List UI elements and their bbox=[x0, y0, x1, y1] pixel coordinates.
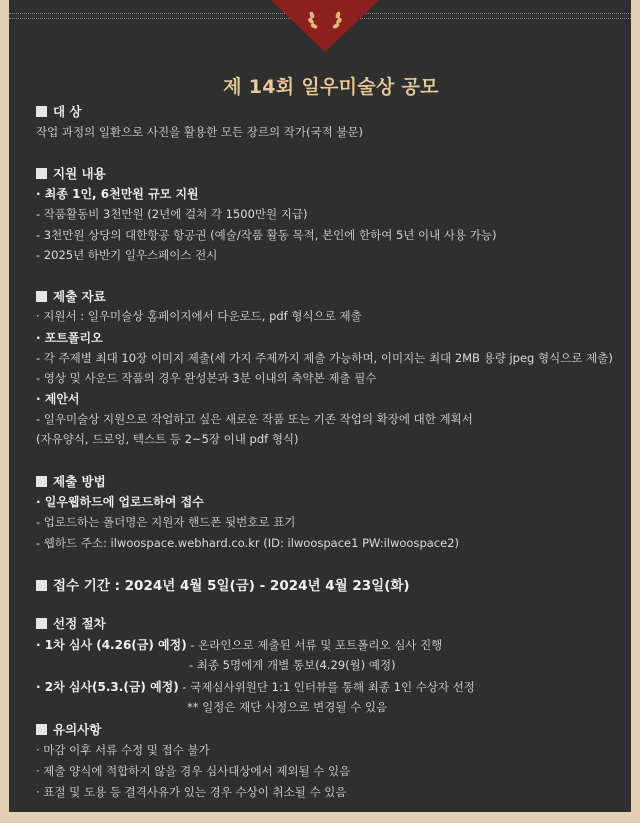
section-heading-method: 제출 방법 bbox=[36, 472, 106, 490]
square-bullet-icon bbox=[36, 724, 47, 735]
selection-round1: · 1차 심사 (4.26(금) 예정) - 온라인으로 제출된 서류 및 포트폴리오 심사 진행 bbox=[36, 638, 443, 652]
materials-line: - 영상 및 사운드 작품의 경우 완성본과 3분 이내의 축약본 제출 필수 bbox=[36, 371, 377, 385]
page-title: 제 14회 일우미술상 공모 bbox=[223, 76, 439, 98]
materials-portfolio-sub: · 포트폴리오 bbox=[36, 331, 103, 345]
selection-round2: · 2차 심사(5.3.(금) 예정) - 국제심사위원단 1:1 인터뷰를 통해 최종 1인 수상자 선정 bbox=[36, 680, 475, 694]
materials-line: - 일우미술상 지원으로 작업하고 싶은 새로운 작품 또는 기존 작업의 확장에 대한 계획서 bbox=[36, 412, 473, 426]
notes-line: · 표절 및 도용 등 결격사유가 있는 경우 수상이 취소될 수 있음 bbox=[36, 785, 347, 799]
section-heading-materials: 제출 자료 bbox=[36, 287, 106, 305]
laurel-wreath-icon bbox=[271, 0, 379, 52]
square-bullet-icon bbox=[36, 618, 47, 629]
square-bullet-icon bbox=[36, 291, 47, 302]
section-heading-notes: 유의사항 bbox=[36, 720, 101, 738]
selection-round1-notice: - 최종 5명에게 개별 통보(4.29(월) 예정) bbox=[189, 658, 396, 672]
support-line: - 작품활동비 3천만원 (2년에 걸쳐 각 1500만원 지급) bbox=[36, 207, 308, 221]
section-heading-support: 지원 내용 bbox=[36, 164, 106, 182]
support-line: - 3천만원 상당의 대한항공 항공권 (예술/작품 활동 목적, 본인에 한하여 5년 이내 사용 가능) bbox=[36, 228, 497, 242]
support-sub: · 최종 1인, 6천만원 규모 지원 bbox=[36, 187, 199, 201]
materials-application: · 지원서 : 일우미술상 홈페이지에서 다운로드, pdf 형식으로 제출 bbox=[36, 309, 362, 323]
section-heading-selection: 선정 절차 bbox=[36, 614, 106, 632]
square-bullet-icon bbox=[36, 106, 47, 117]
method-line: - 업로드하는 폴더명은 지원자 핸드폰 뒷번호로 표기 bbox=[36, 515, 296, 529]
square-bullet-icon bbox=[36, 580, 47, 591]
support-line: - 2025년 하반기 일우스페이스 전시 bbox=[36, 248, 218, 262]
square-bullet-icon bbox=[36, 476, 47, 487]
method-line: - 웹하드 주소: ilwoospace.webhard.co.kr (ID: ilwoospace1 PW:ilwoospace2) bbox=[36, 536, 459, 550]
notes-line: · 제출 양식에 적합하지 않을 경우 심사대상에서 제외될 수 있음 bbox=[36, 764, 351, 778]
target-line: 작업 과정의 일환으로 사진을 활용한 모든 장르의 작가(국적 불문) bbox=[36, 125, 364, 139]
materials-line: (자유양식, 드로잉, 텍스트 등 2~5장 이내 pdf 형식) bbox=[36, 432, 299, 446]
square-bullet-icon bbox=[36, 168, 47, 179]
section-heading-target: 대 상 bbox=[36, 102, 82, 120]
method-sub: · 일우웹하드에 업로드하여 접수 bbox=[36, 495, 204, 509]
materials-line: - 각 주제별 최대 10장 이미지 제출(세 가지 주제까지 제출 가능하며, 이미지는 최대 2MB 용량 jpeg 형식으로 제출) bbox=[36, 351, 613, 365]
materials-proposal-sub: · 제안서 bbox=[36, 392, 80, 406]
notes-line: · 마감 이후 서류 수정 및 접수 불가 bbox=[36, 743, 210, 757]
submission-period: 접수 기간 : 2024년 4월 5일(금) - 2024년 4월 23일(화) bbox=[36, 574, 410, 594]
selection-note: ** 일정은 재단 사정으로 변경될 수 있음 bbox=[187, 700, 388, 714]
poster-card bbox=[9, 0, 631, 812]
